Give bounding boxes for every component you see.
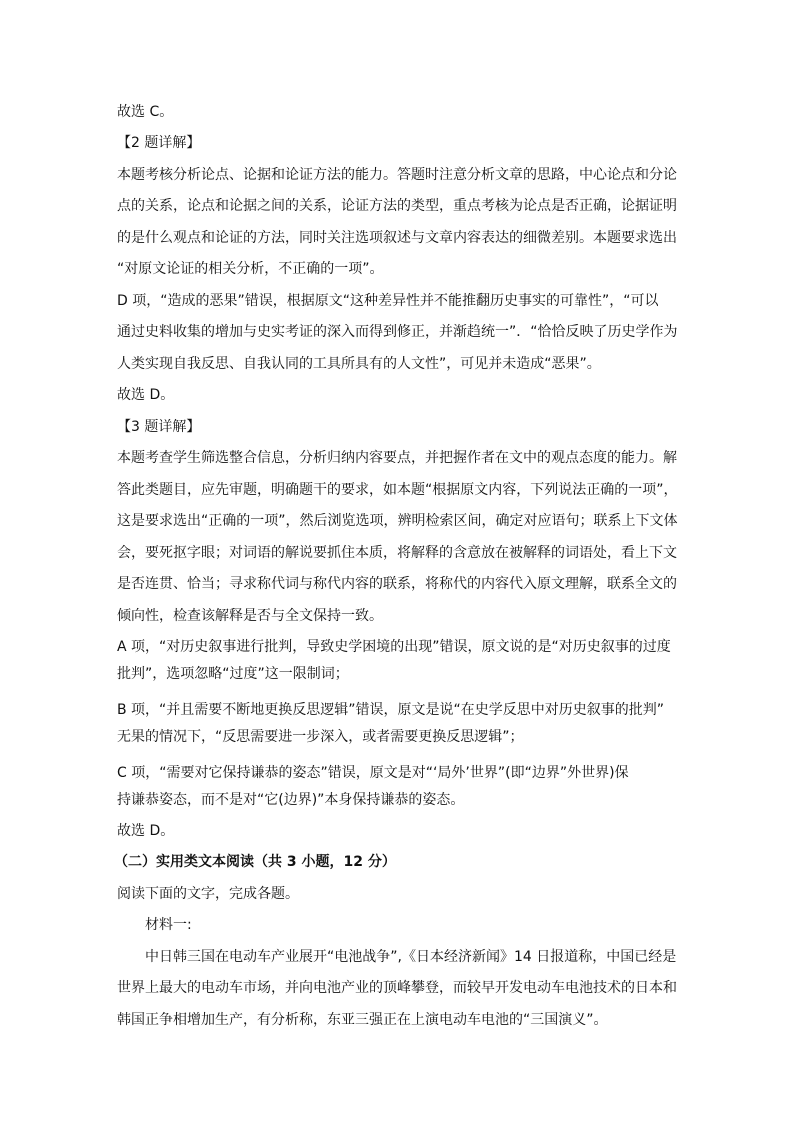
text-line: 本题考核分析论点、论据和论证方法的能力。答题时注意分析文章的思路，中心论点和分论 xyxy=(117,167,677,183)
text-line: 世界上最大的电动车市场，并向电池产业的顶峰攀登，而较早开发电动车电池技术的日本和 xyxy=(117,980,677,996)
text-line: B 项，“并且需要不断地更换反思逻辑”错误，原文是说“在史学反思中对历史叙事的批判” xyxy=(117,702,665,718)
text-line: 批判”，选项忽略“过度”这一限制词； xyxy=(117,666,349,682)
section-title: （二）实用类文本阅读（共 3 小题，12 分） xyxy=(114,854,396,870)
text-line: D 项，“造成的恶果”错误，根据原文“这种差异性并不能推翻历史事实的可靠性”，“可以 xyxy=(117,293,659,309)
text-line: 阅读下面的文字，完成各题。 xyxy=(117,886,299,902)
text-line: 韩国正争相增加生产，有分析称，东亚三强正在上演电动车电池的“三国演义”。 xyxy=(117,1012,608,1028)
text-line: 是否连贯、恰当；寻求称代词与称代内容的联系，将称代的内容代入原文理解，联系全文的 xyxy=(117,576,677,592)
text-line: 答此类题目，应先审题，明确题干的要求，如本题“根据原文内容，下列说法正确的一项”， xyxy=(117,482,678,498)
text-line: 的是什么观点和论证的方法，同时关注选项叙述与文章内容表达的细微差别。本题要求选出 xyxy=(117,230,677,246)
section-heading: 【2 题详解】 xyxy=(117,135,201,151)
section-heading: 【3 题详解】 xyxy=(117,419,201,435)
text-line: 通过史料收集的增加与史实考证的深入而得到修正，并渐趋统一”．“恰恰反映了历史学作为 xyxy=(117,324,678,340)
text-line: 故选 D。 xyxy=(117,387,175,403)
text-line: A 项，“对历史叙事进行批判，导致史学困境的出现”错误，原文说的是“对历史叙事的过度 xyxy=(117,639,671,655)
text-line: 会，要死抠字眼；对词语的解说要抓住本质，将解释的含意放在被解释的词语处，看上下文 xyxy=(117,545,677,561)
text-line: 这是要求选出“正确的一项”，然后浏览选项，辨明检索区间，确定对应语句；联系上下文体 xyxy=(117,513,678,529)
text-line: 故选 C。 xyxy=(117,104,174,120)
text-line: 故选 D。 xyxy=(117,823,175,839)
text-line: 无果的情况下，“反思需要进一步深入，或者需要更换反思逻辑”； xyxy=(117,729,524,745)
text-line: 倾向性，检查该解释是否与全文保持一致。 xyxy=(117,608,383,624)
text-line: 点的关系，论点和论据之间的关系，论证方法的类型，重点考核为论点是否正确，论据证明 xyxy=(117,198,677,214)
material-label: 材料一: xyxy=(145,917,192,933)
text-line: 持谦恭姿态，而不是对“它(边界)”本身保持谦恭的姿态。 xyxy=(117,792,465,808)
text-line: 人类实现自我反思、自我认同的工具所具有的人文性”，可见并未造成“恶果”。 xyxy=(117,356,601,372)
text-line: C 项，“需要对它保持谦恭的姿态”错误，原文是对“‘局外’世界”(即“边界”外世界)保 xyxy=(117,765,629,781)
text-line: 中日韩三国在电动车产业展开“电池战争”,《日本经济新闻》14 日报道称，中国已经是 xyxy=(145,949,677,965)
text-line: “对原文论证的相关分析，不正确的一项”。 xyxy=(117,261,384,277)
text-line: 本题考查学生筛选整合信息，分析归纳内容要点，并把握作者在文中的观点态度的能力。解 xyxy=(117,450,677,466)
